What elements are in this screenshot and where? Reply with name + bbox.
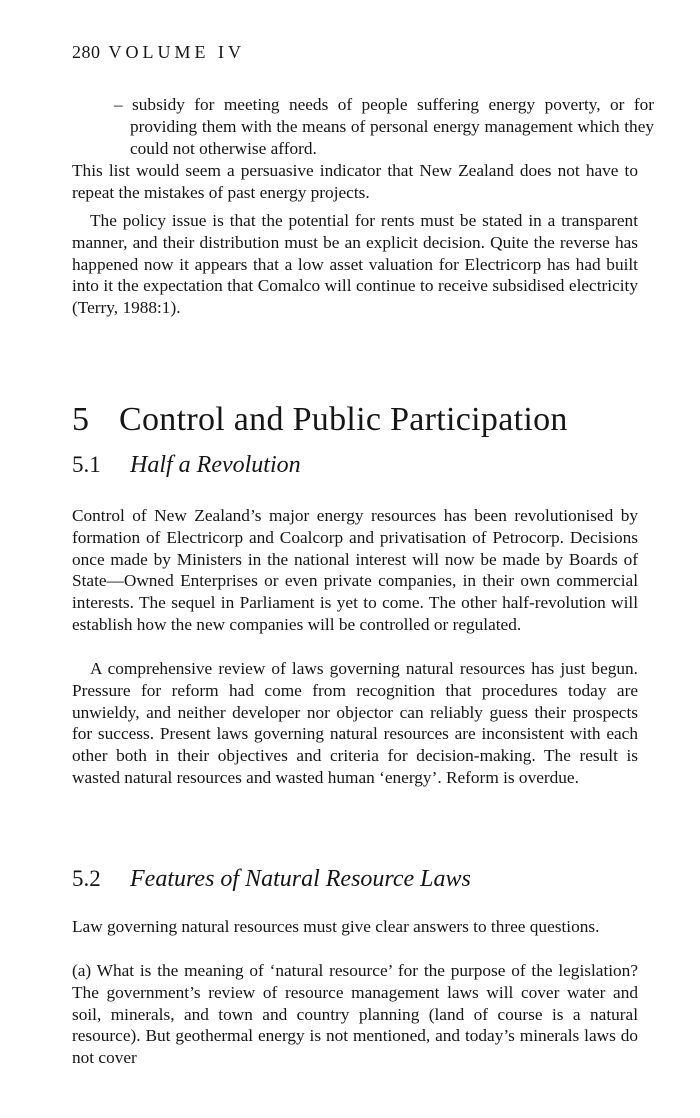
section-5-2-number: 5.2 <box>72 866 101 891</box>
section-5-2-title: Features of Natural Resource Laws <box>130 866 471 892</box>
paragraph-5-2-intro: Law governing natural resources must give clear answers to three questions. <box>72 917 600 936</box>
section-5-1-number: 5.1 <box>72 452 101 477</box>
section-5-number: 5 <box>72 401 90 438</box>
bullet-subsidy: – subsidy for meeting needs of people suffering energy poverty, or for providing them with the means of personal energy management which they could not otherwise afford. <box>114 95 654 158</box>
section-5-2-heading <box>72 866 471 893</box>
section-5-title: Control and Public Participation <box>119 401 568 438</box>
section-5-heading <box>72 401 568 439</box>
paragraph-5-2-question-a: (a) What is the meaning of ‘natural resource’ for the purpose of the legislation? The government’s review of resource management laws will cover water and soil, minerals, and town and country planning (land of course is a natural resource). But geothermal energy is not mentioned, and today’s minerals laws do not cover <box>72 961 638 1068</box>
paragraph-policy-issue: The policy issue is that the potential for rents must be stated in a transparent manner, and their distribution must be an explicit decision. Quite the reverse has happened now it appears that a low asset valuation for Electricorp has had built into it the expectation that Comalco will continue to receive subsidised electricity (Terry, 1988:1). <box>72 211 638 318</box>
paragraph-list-indicator: This list would seem a persuasive indicator that New Zealand does not have to repeat the mistakes of past energy projects. <box>72 161 638 202</box>
volume-label: VOLUME IV <box>108 42 245 62</box>
paragraph-5-1-review: A comprehensive review of laws governing natural resources has just begun. Pressure for reform had come from recognition that procedures today are unwieldy, and neither developer nor objector can reliably guess their prospects for success. Present laws governing natural resources are inconsistent with each other both in their objectives and criteria for decision-making. The result is wasted natural resources and wasted human ‘energy’. Reform is overdue. <box>72 659 638 787</box>
paragraph-5-1-control: Control of New Zealand’s major energy resources has been revolutionised by formation of Electricorp and Coalcorp and privatisation of Petrocorp. Decisions once made by Ministers in the national interest will now be made by Boards of State—Owned Enterprises or even private companies, in their own commercial interests. The sequel in Parliament is yet to come. The other half-revolution will establish how the new companies will be controlled or regulated. <box>72 506 638 634</box>
page-number: 280 <box>72 42 101 62</box>
section-5-1-title: Half a Revolution <box>130 452 301 478</box>
running-head <box>72 42 245 63</box>
section-5-1-heading <box>72 452 301 479</box>
